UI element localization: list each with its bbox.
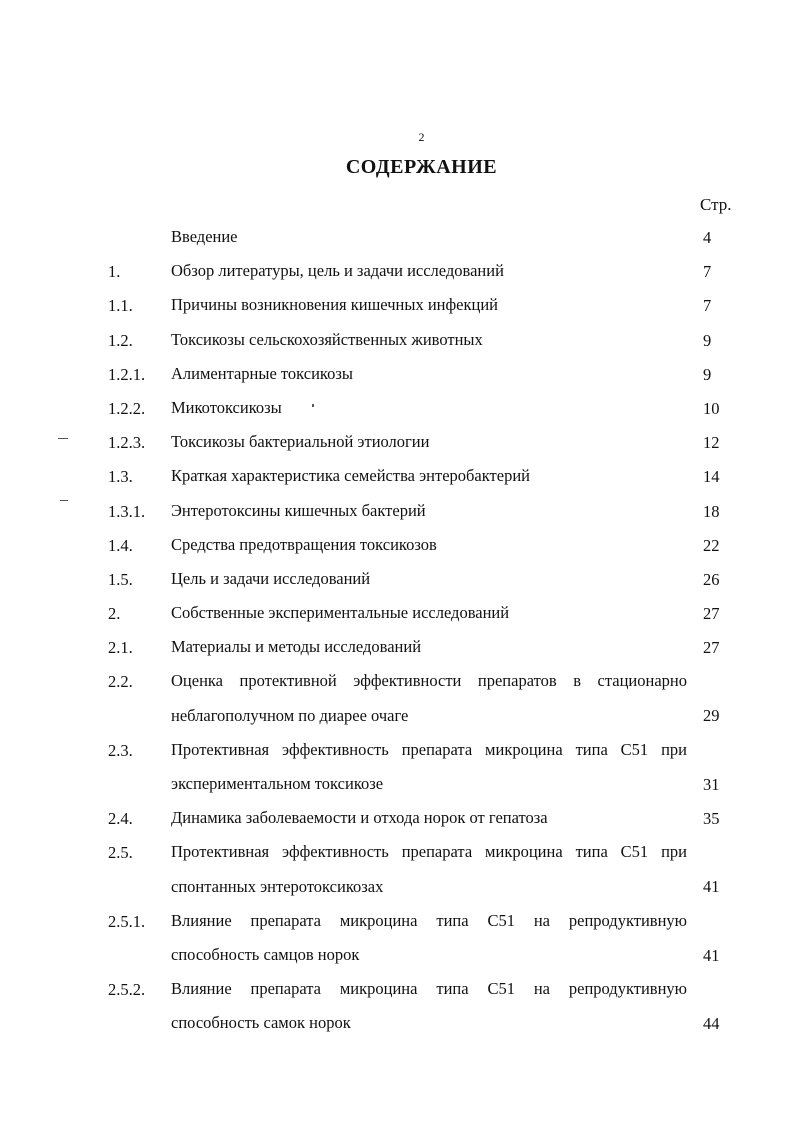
toc-entry-number: 1.5. bbox=[108, 569, 133, 589]
toc-entry-number: 1. bbox=[108, 262, 121, 282]
toc-entry-title: Микотоксикозы bbox=[171, 397, 282, 417]
toc-entry-page: 22 bbox=[703, 535, 720, 555]
toc-entry-page: 7 bbox=[703, 296, 712, 316]
toc-entry-title: Введение bbox=[171, 227, 238, 246]
toc-entry-page: 12 bbox=[703, 433, 720, 453]
toc-entry-title: Влияние препарата микроцина типа С51 на репродуктивную способность самцов норок bbox=[171, 910, 687, 964]
toc-entry-title: Токсикозы сельскохозяйственных животных bbox=[171, 329, 483, 349]
toc-entry-page: 9 bbox=[703, 364, 712, 384]
toc-entry bbox=[0, 359, 793, 393]
toc-entry bbox=[0, 393, 793, 427]
toc-entry bbox=[0, 735, 793, 803]
toc-entry bbox=[0, 564, 793, 598]
toc-entry-title: Средства предотвращения токсикозов bbox=[171, 534, 437, 554]
toc-entry-page: 4 bbox=[703, 228, 712, 247]
toc-entry bbox=[0, 256, 793, 290]
toc-entry bbox=[0, 837, 793, 905]
toc-entry-title: Цель и задачи исследований bbox=[171, 568, 371, 588]
scan-speck bbox=[312, 404, 314, 407]
toc-entry-title: Собственные экспериментальные исследований bbox=[171, 603, 510, 623]
toc-entry bbox=[0, 598, 793, 632]
toc-entry-page: 31 bbox=[703, 774, 720, 794]
toc-entry-title: Влияние препарата микроцина типа С51 на репродуктивную способность самок норок bbox=[171, 979, 687, 1033]
toc-entry-title: Материалы и методы исследований bbox=[171, 637, 422, 657]
toc-entry-number: 1.3.1. bbox=[108, 501, 146, 521]
toc-entry-number: 2.2. bbox=[108, 672, 133, 692]
toc-entry-title: Токсикозы бактериальной этиологии bbox=[171, 432, 430, 452]
toc-entry-number: 1.2.3. bbox=[108, 433, 146, 453]
toc-entry-page: 44 bbox=[703, 1014, 720, 1034]
toc-entry-number: 2.4. bbox=[108, 809, 133, 829]
table-of-contents bbox=[0, 222, 793, 1043]
toc-entry-page: 27 bbox=[703, 604, 720, 624]
toc-entry-title: Протективная эффективность препарата микроцина типа С51 при экспериментальном токсикозе bbox=[171, 739, 687, 794]
toc-entry bbox=[0, 290, 793, 324]
toc-entry-number: 2.3. bbox=[108, 740, 133, 760]
toc-entry-number: 1.1. bbox=[108, 296, 133, 316]
toc-entry-number: 2.5.2. bbox=[108, 980, 146, 1000]
toc-entry-page: 35 bbox=[703, 809, 720, 829]
toc-entry-page: 9 bbox=[703, 330, 712, 350]
toc-entry-page: 7 bbox=[703, 262, 712, 282]
scan-speck bbox=[60, 500, 68, 501]
toc-entry-title: Энтеротоксины кишечных бактерий bbox=[171, 500, 426, 520]
toc-entry-number: 2. bbox=[108, 604, 121, 624]
toc-entry-page: 41 bbox=[703, 877, 720, 897]
toc-entry-page: 14 bbox=[703, 467, 720, 487]
toc-entry bbox=[0, 427, 793, 461]
toc-entry-number: 1.2.1. bbox=[108, 364, 146, 384]
toc-entry-page: 29 bbox=[703, 706, 720, 726]
toc-entry bbox=[0, 325, 793, 359]
toc-entry-number: 1.2.2. bbox=[108, 398, 146, 418]
toc-entry bbox=[0, 222, 793, 256]
toc-entry-number: 2.5. bbox=[108, 843, 133, 863]
toc-entry-title: Алиментарные токсикозы bbox=[171, 363, 353, 383]
toc-entry-title: Динамика заболеваемости и отхода норок от гепатоза bbox=[171, 808, 548, 828]
toc-entry-title: Протективная эффективность препарата микроцина типа С51 при спонтанных энтеротоксикозах bbox=[171, 842, 687, 896]
toc-entry-number: 2.5.1. bbox=[108, 911, 146, 931]
toc-entry-page: 27 bbox=[703, 638, 720, 658]
toc-entry-title: Обзор литературы, цель и задачи исследований bbox=[171, 261, 504, 281]
scan-speck bbox=[58, 438, 68, 439]
page-title: СОДЕРЖАНИЕ bbox=[345, 156, 498, 178]
toc-entry-number: 1.4. bbox=[108, 535, 133, 555]
toc-entry bbox=[0, 632, 793, 666]
toc-entry-page: 18 bbox=[703, 501, 720, 521]
toc-entry-title: Причины возникновения кишечных инфекций bbox=[171, 295, 498, 315]
toc-entry bbox=[0, 530, 793, 564]
toc-entry-number: 1.3. bbox=[108, 467, 133, 487]
toc-entry-page: 10 bbox=[703, 398, 720, 418]
toc-entry-page: 41 bbox=[703, 945, 720, 965]
toc-entry-number: 2.1. bbox=[108, 638, 133, 658]
toc-entry bbox=[0, 974, 793, 1042]
page-column-header: Стр. bbox=[700, 195, 732, 214]
toc-entry bbox=[0, 906, 793, 974]
toc-entry bbox=[0, 461, 793, 495]
toc-entry bbox=[0, 803, 793, 837]
page-number: 2 bbox=[418, 130, 425, 144]
toc-entry bbox=[0, 666, 793, 734]
toc-entry-page: 26 bbox=[703, 569, 720, 589]
toc-entry-number: 1.2. bbox=[108, 330, 133, 350]
toc-entry bbox=[0, 496, 793, 530]
toc-entry-title: Оценка протективной эффективности препаратов в стационарно неблагополучном по диарее очаге bbox=[171, 671, 687, 725]
toc-entry-title: Краткая характеристика семейства энтеробактерий bbox=[171, 466, 530, 486]
